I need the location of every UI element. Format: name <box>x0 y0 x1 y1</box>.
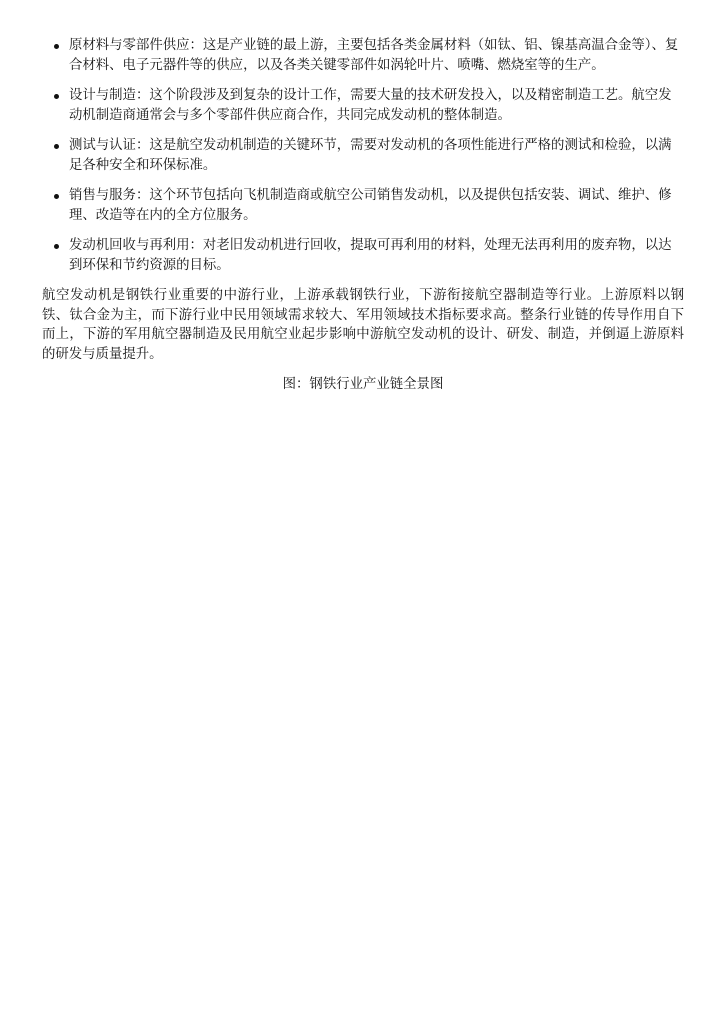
list-item-text: 发动机回收与再利用：对老旧发动机进行回收，提取可再利用的材料，处理无法再利用的废弃物，以达到环保和节约资源的目标。 <box>69 238 672 273</box>
bullet-list <box>42 36 684 275</box>
bullet-dot-icon <box>54 144 59 149</box>
list-item <box>42 186 684 225</box>
list-item-text: 销售与服务：这个环节包括向飞机制造商或航空公司销售发动机，以及提供包括安装、调试、维护、修理、改造等在内的全方位服务。 <box>69 188 672 223</box>
bullet-dot-icon <box>54 194 59 199</box>
list-item-text: 设计与制造：这个阶段涉及到复杂的设计工作，需要大量的技术研发投入，以及精密制造工艺。航空发动机制造商通常会与多个零部件供应商合作，共同完成发动机的整体制造。 <box>69 88 672 123</box>
list-item <box>42 236 684 275</box>
body-paragraph: 航空发动机是钢铁行业重要的中游行业，上游承载钢铁行业，下游衔接航空器制造等行业。上游原料以钢铁、钛合金为主，而下游行业中民用领域需求较大、军用领域技术指标要求高。整条行业链的传导作用自下而上，下游的军用航空器制造及民用航空业起步影响中游航空发动机的设计、研发、制造，并倒逼上游原料的研发与质量提升。 <box>42 288 684 362</box>
figure-caption: 图：钢铁行业产业链全景图 <box>282 377 444 392</box>
bullet-dot-icon <box>54 44 59 49</box>
bullet-dot-icon <box>54 244 59 249</box>
list-item-text: 测试与认证：这是航空发动机制造的关键环节，需要对发动机的各项性能进行严格的测试和检验，以满足各种安全和环保标准。 <box>69 138 672 173</box>
list-item-text: 原材料与零部件供应：这是产业链的最上游，主要包括各类金属材料（如钛、铝、镍基高温合金等）、复合材料、电子元器件等的供应，以及各类关键零部件如涡轮叶片、喷嘴、燃烧室等的生产。 <box>69 38 679 73</box>
list-item <box>42 86 684 125</box>
bullet-dot-icon <box>54 94 59 99</box>
list-item <box>42 36 684 75</box>
list-item <box>42 136 684 175</box>
